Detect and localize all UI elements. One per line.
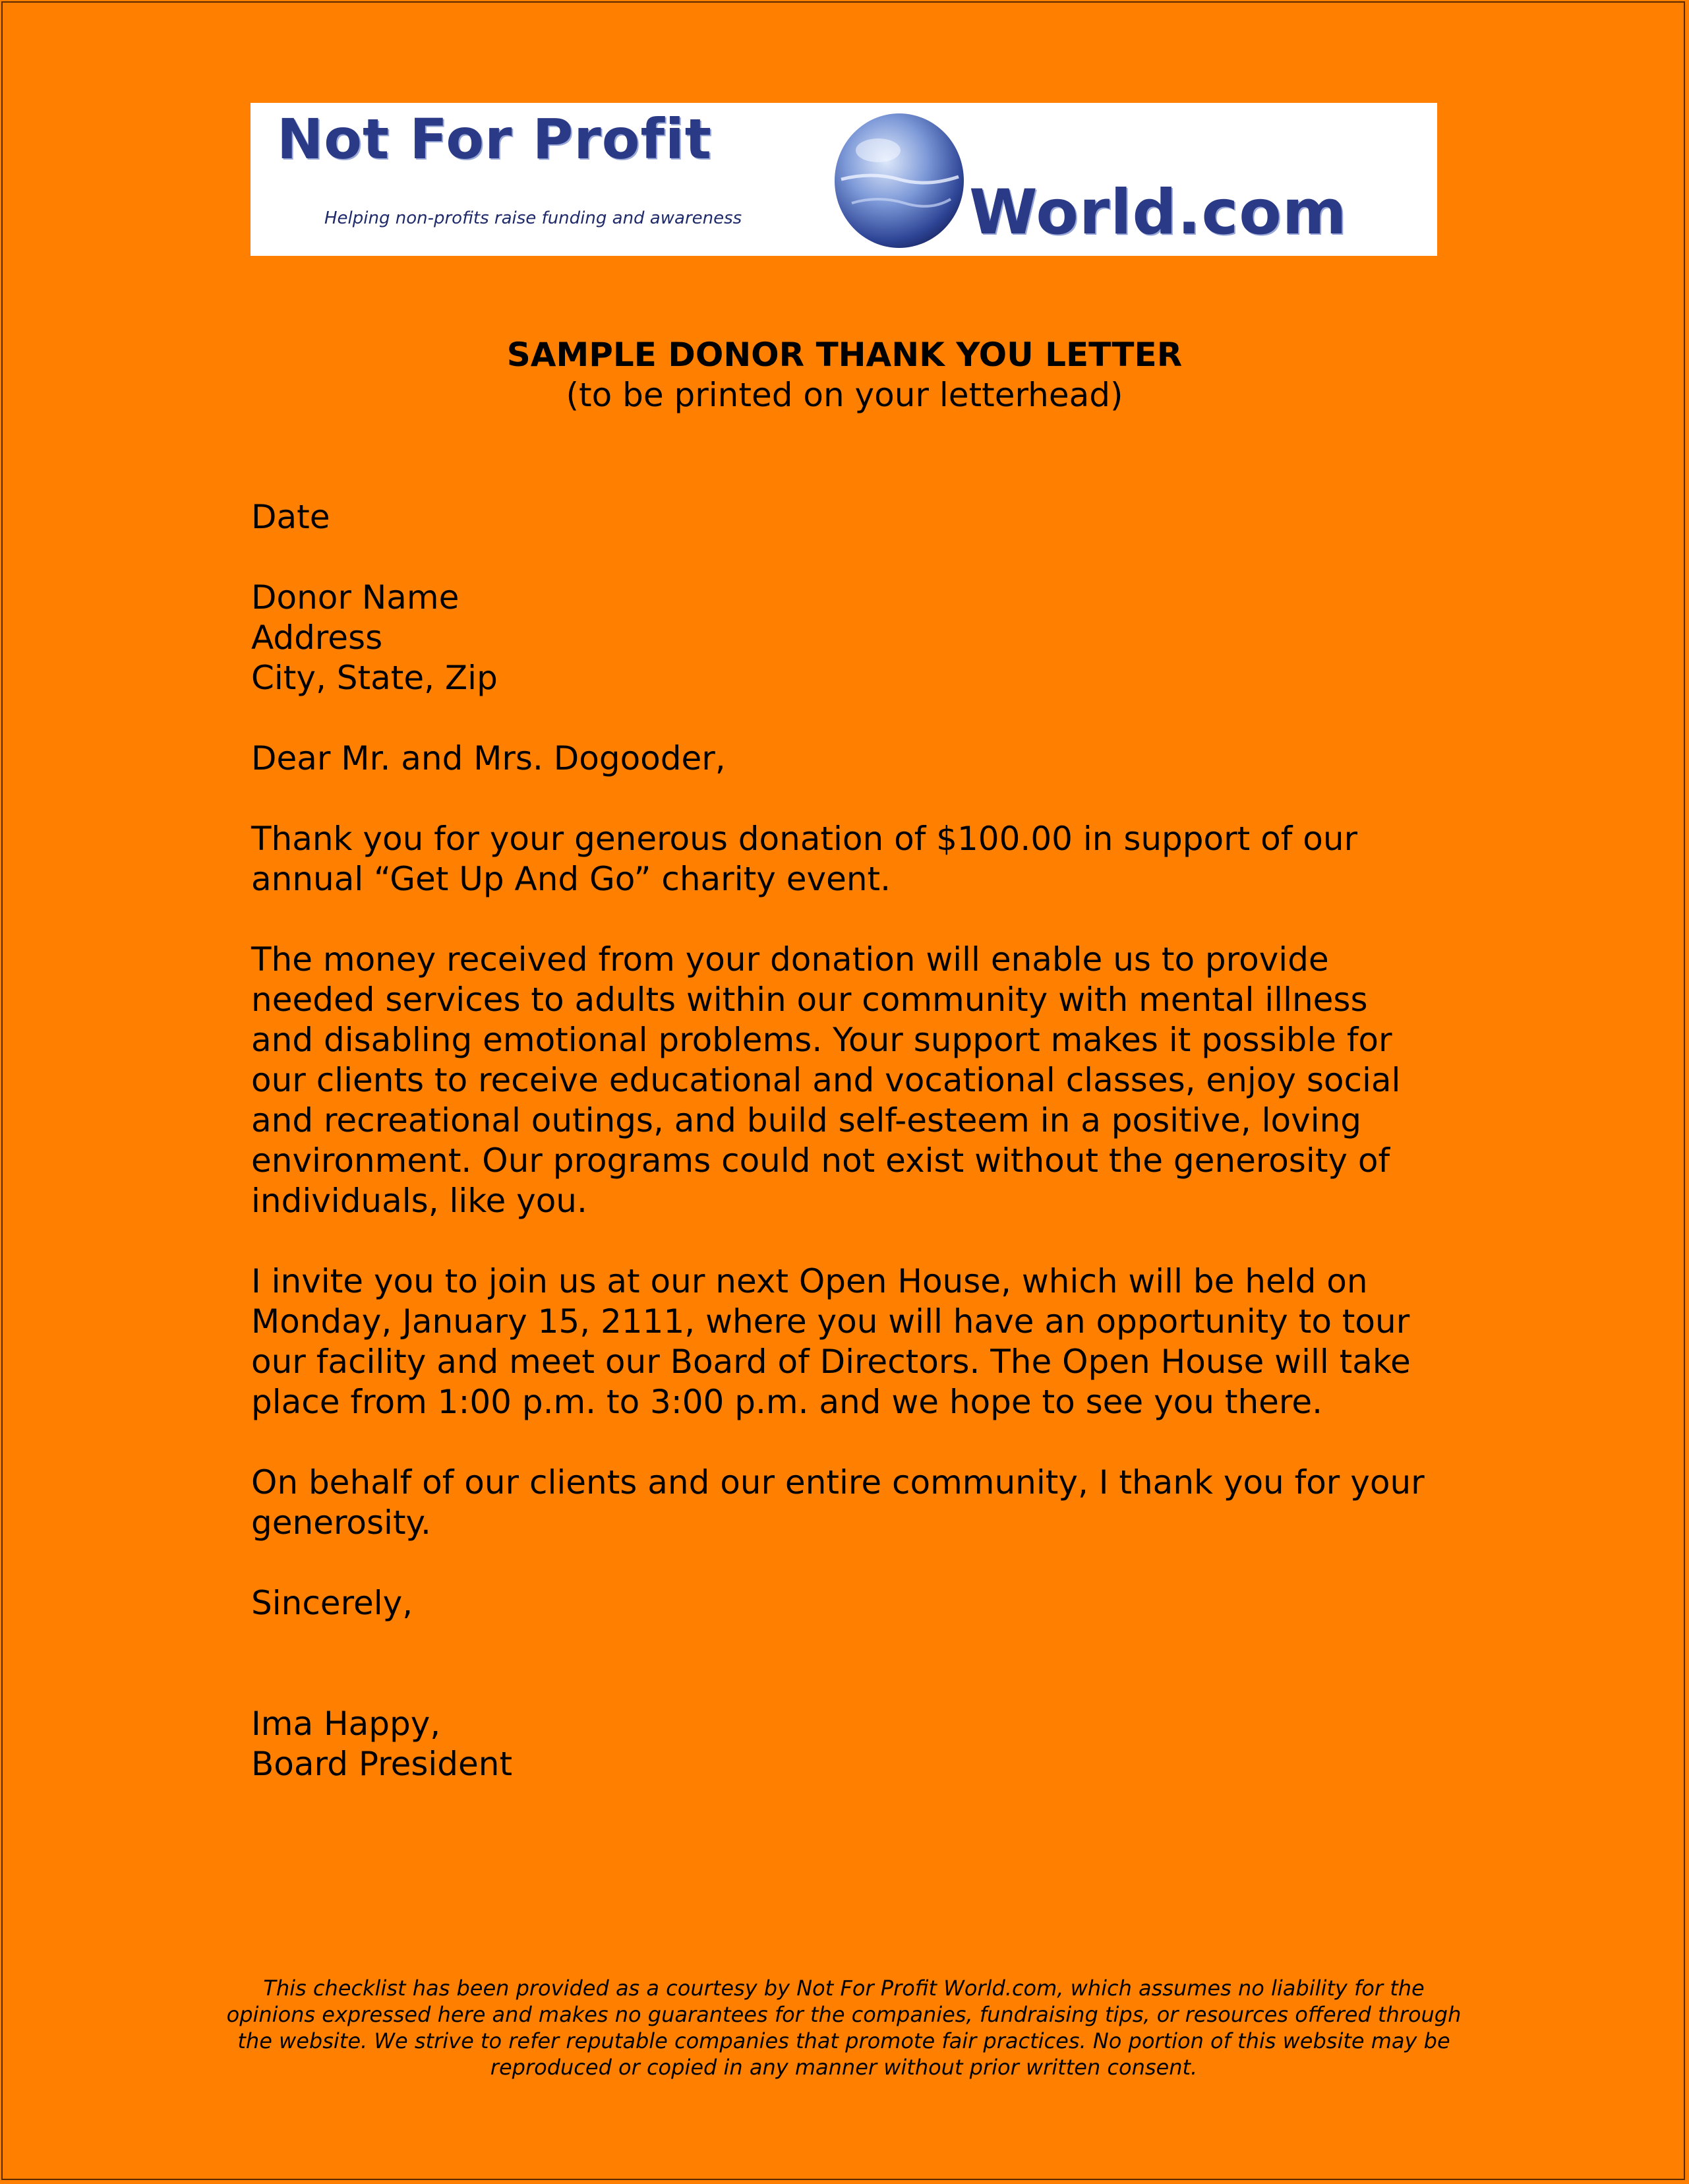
letter-subtitle: (to be printed on your letterhead) — [566, 376, 1123, 414]
recipient-street: Address — [251, 619, 383, 657]
recipient-city: City, State, Zip — [251, 659, 498, 697]
globe-icon — [832, 111, 966, 251]
signature-space — [251, 1623, 1438, 1704]
recipient-address — [251, 578, 1438, 698]
letter-heading — [0, 335, 1689, 415]
footer-disclaimer: This checklist has been provided as a courtesy by Not For Profit World.com, which assumes no liability for the opinions expressed here and makes no guarantees for the companies, fundraising tips, or resources offered through the website. We strive to refer reputable companies that promote fair practices. No portion of this website may be reproduced or copied in any manner without prior written consent. — [226, 1976, 1462, 2080]
paragraph-thanks: Thank you for your generous donation of $100.00 in support of our annual “Get Up And Go” charity event. — [251, 820, 1358, 898]
logo-text-bottom: World.com — [969, 177, 1348, 249]
salutation: Dear Mr. and Mrs. Dogooder, — [251, 739, 726, 777]
signature-block — [251, 1704, 1438, 1784]
letterhead-banner — [251, 103, 1437, 256]
signer-title: Board President — [251, 1745, 513, 1783]
letter-title: SAMPLE DONOR THANK YOU LETTER — [506, 336, 1183, 374]
paragraph-impact: The money received from your donation will enable us to provide needed services to adults within our community with mental illness and disabling emotional problems. Your support makes it possible for our clients to receive educational and vocational classes, enjoy social and recreational outings, and build self-esteem in a positive, loving environment. Our programs could not exist without the generosity of individuals, like you. — [251, 940, 1401, 1220]
letter-body — [251, 497, 1438, 1825]
paragraph-invitation: I invite you to join us at our next Open House, which will be held on Monday, January 15, 2111, where you will have an opportunity to tour our facility and meet our Board of Directors. The Open House will take place from 1:00 p.m. to 3:00 p.m. and we hope to see you there. — [251, 1262, 1411, 1421]
closing: Sincerely, — [251, 1584, 413, 1622]
signer-name: Ima Happy, — [251, 1705, 441, 1743]
paragraph-closing-thanks: On behalf of our clients and our entire community, I thank you for your generosity. — [251, 1463, 1425, 1542]
date-line: Date — [251, 498, 330, 536]
recipient-name: Donor Name — [251, 578, 459, 617]
logo-text-top: Not For Profit — [277, 107, 712, 171]
logo-tagline: Helping non-profits raise funding and awareness — [324, 208, 742, 228]
